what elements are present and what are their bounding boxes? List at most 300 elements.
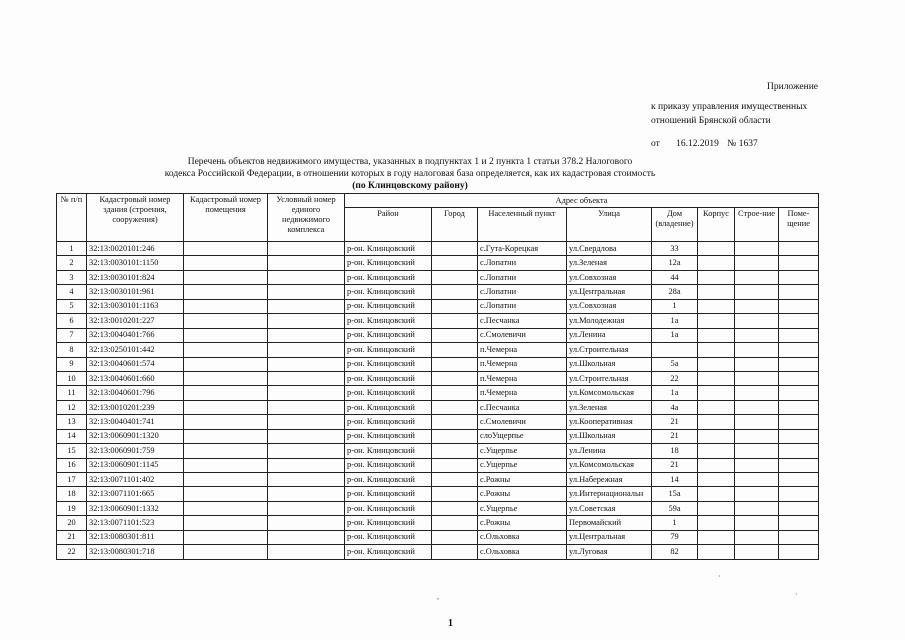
cell-district: р-он. Клинцовский xyxy=(345,285,432,299)
cell-street: ул.Комсомольская xyxy=(567,458,652,472)
cell-complex-number xyxy=(268,415,345,429)
cell-street: ул.Зеленая xyxy=(567,256,652,270)
cell-pomeshchenie xyxy=(779,429,819,443)
cell-complex-number xyxy=(268,386,345,400)
cell-complex-number xyxy=(268,400,345,414)
table-row xyxy=(57,299,819,313)
cell-house: 18 xyxy=(652,444,698,458)
cell-street: ул.Школьная xyxy=(567,429,652,443)
cell-pomeshchenie xyxy=(779,530,819,544)
cell-premises-cad xyxy=(184,473,268,487)
cell-premises-cad xyxy=(184,371,268,385)
header-locality: Населенный пункт xyxy=(478,208,567,242)
cell-locality: с.Гута-Корецкая xyxy=(478,242,567,256)
table-row xyxy=(57,371,819,385)
cell-house: 5а xyxy=(652,357,698,371)
cell-number: 20 xyxy=(57,516,87,530)
cell-complex-number xyxy=(268,429,345,443)
cell-district: р-он. Клинцовский xyxy=(345,516,432,530)
cell-korpus xyxy=(698,473,735,487)
cell-number: 2 xyxy=(57,256,87,270)
cell-korpus xyxy=(698,242,735,256)
date-prefix: от xyxy=(651,139,660,149)
table-row xyxy=(57,357,819,371)
header-address: Адрес объекта xyxy=(345,194,819,208)
cell-locality: с.Песчанка xyxy=(478,314,567,328)
cell-premises-cad xyxy=(184,386,268,400)
cell-district: р-он. Клинцовский xyxy=(345,314,432,328)
cell-premises-cad xyxy=(184,545,268,559)
cell-city xyxy=(432,429,478,443)
cell-pomeshchenie xyxy=(779,473,819,487)
cell-premises-cad xyxy=(184,314,268,328)
header-stroenie: Строе-ние xyxy=(735,208,779,242)
cell-complex-number xyxy=(268,487,345,501)
table-row xyxy=(57,516,819,530)
cell-city xyxy=(432,415,478,429)
cell-premises-cad xyxy=(184,270,268,284)
cell-city xyxy=(432,473,478,487)
scan-mark: · xyxy=(795,590,798,599)
cell-stroenie xyxy=(735,429,779,443)
cell-premises-cad xyxy=(184,357,268,371)
cell-premises-cad xyxy=(184,328,268,342)
cell-street: ул.Зеленая xyxy=(567,400,652,414)
cell-building-cad: 32:13:0060901:759 xyxy=(87,444,184,458)
cell-number: 22 xyxy=(57,545,87,559)
cell-pomeshchenie xyxy=(779,270,819,284)
cell-number: 16 xyxy=(57,458,87,472)
page-number: 1 xyxy=(448,618,453,629)
table-row xyxy=(57,242,819,256)
cell-street: ул.Совхозная xyxy=(567,299,652,313)
order-date: 16.12.2019 xyxy=(676,139,719,149)
cell-building-cad: 32:13:0080301:718 xyxy=(87,545,184,559)
cell-building-cad: 32:13:0040401:741 xyxy=(87,415,184,429)
cell-pomeshchenie xyxy=(779,285,819,299)
cell-city xyxy=(432,487,478,501)
cell-building-cad: 32:13:0040601:660 xyxy=(87,371,184,385)
cell-district: р-он. Клинцовский xyxy=(345,530,432,544)
table-row xyxy=(57,328,819,342)
cell-locality: с.Смолевичи xyxy=(478,415,567,429)
cell-locality: с.Песчанка xyxy=(478,400,567,414)
cell-number: 9 xyxy=(57,357,87,371)
cell-house: 21 xyxy=(652,429,698,443)
cell-korpus xyxy=(698,545,735,559)
cell-number: 14 xyxy=(57,429,87,443)
cell-house: 1а xyxy=(652,314,698,328)
header-num: № п/п xyxy=(57,194,87,242)
cell-city xyxy=(432,343,478,357)
cell-house: 22 xyxy=(652,371,698,385)
cell-number: 18 xyxy=(57,487,87,501)
cell-house: 12а xyxy=(652,256,698,270)
cell-stroenie xyxy=(735,530,779,544)
cell-korpus xyxy=(698,530,735,544)
cell-district: р-он. Клинцовский xyxy=(345,299,432,313)
cell-building-cad: 32:13:0010201:239 xyxy=(87,400,184,414)
cell-stroenie xyxy=(735,328,779,342)
cell-number: 11 xyxy=(57,386,87,400)
table-row xyxy=(57,530,819,544)
cell-locality: с.Рожны xyxy=(478,473,567,487)
cell-korpus xyxy=(698,444,735,458)
cell-street: ул.Интернациональн xyxy=(567,487,652,501)
cell-complex-number xyxy=(268,343,345,357)
cell-korpus xyxy=(698,501,735,515)
cell-number: 15 xyxy=(57,444,87,458)
table-row xyxy=(57,545,819,559)
cell-city xyxy=(432,270,478,284)
cell-street: ул.Луговая xyxy=(567,545,652,559)
cell-pomeshchenie xyxy=(779,328,819,342)
cell-locality: с.Лопатни xyxy=(478,256,567,270)
cell-city xyxy=(432,357,478,371)
cell-building-cad: 32:13:0030101:824 xyxy=(87,270,184,284)
cell-house: 28а xyxy=(652,285,698,299)
cell-korpus xyxy=(698,256,735,270)
cell-street: ул.Свердлова xyxy=(567,242,652,256)
cell-korpus xyxy=(698,371,735,385)
cell-house: 1 xyxy=(652,299,698,313)
cell-stroenie xyxy=(735,343,779,357)
cell-locality: с.Ущерпье xyxy=(478,458,567,472)
cell-korpus xyxy=(698,429,735,443)
header-street: Улица xyxy=(567,208,652,242)
table-row xyxy=(57,270,819,284)
cell-korpus xyxy=(698,386,735,400)
cell-complex-number xyxy=(268,501,345,515)
cell-number: 1 xyxy=(57,242,87,256)
cell-city xyxy=(432,386,478,400)
cell-premises-cad xyxy=(184,429,268,443)
cell-house: 21 xyxy=(652,458,698,472)
cell-building-cad: 32:13:0020101:246 xyxy=(87,242,184,256)
cell-premises-cad xyxy=(184,487,268,501)
cell-pomeshchenie xyxy=(779,545,819,559)
cell-complex-number xyxy=(268,270,345,284)
cell-street: ул.Ленина xyxy=(567,444,652,458)
cell-number: 12 xyxy=(57,400,87,414)
cell-complex-number xyxy=(268,545,345,559)
cell-number: 5 xyxy=(57,299,87,313)
cell-district: р-он. Клинцовский xyxy=(345,473,432,487)
table-row xyxy=(57,458,819,472)
table-row xyxy=(57,386,819,400)
cell-district: р-он. Клинцовский xyxy=(345,429,432,443)
cell-number: 8 xyxy=(57,343,87,357)
cell-district: р-он. Клинцовский xyxy=(345,256,432,270)
cell-house: 79 xyxy=(652,530,698,544)
cell-number: 7 xyxy=(57,328,87,342)
cell-stroenie xyxy=(735,444,779,458)
scan-mark: , xyxy=(437,592,439,601)
cell-building-cad: 32:13:0071101:523 xyxy=(87,516,184,530)
cell-complex-number xyxy=(268,473,345,487)
cell-stroenie xyxy=(735,415,779,429)
cell-city xyxy=(432,458,478,472)
cell-korpus xyxy=(698,357,735,371)
cell-pomeshchenie xyxy=(779,343,819,357)
cell-house xyxy=(652,343,698,357)
cell-district: р-он. Клинцовский xyxy=(345,415,432,429)
cell-pomeshchenie xyxy=(779,415,819,429)
cell-premises-cad xyxy=(184,242,268,256)
cell-korpus xyxy=(698,516,735,530)
header-district: Район xyxy=(345,208,432,242)
cell-stroenie xyxy=(735,357,779,371)
order-reference-line1: к приказу управления имущественных xyxy=(651,102,808,112)
cell-city xyxy=(432,444,478,458)
cell-district: р-он. Клинцовский xyxy=(345,444,432,458)
cell-premises-cad xyxy=(184,530,268,544)
cell-number: 21 xyxy=(57,530,87,544)
order-number: № 1637 xyxy=(727,139,758,149)
cell-locality: п.Чемерна xyxy=(478,343,567,357)
cell-district: р-он. Клинцовский xyxy=(345,357,432,371)
cell-pomeshchenie xyxy=(779,487,819,501)
cell-building-cad: 32:13:0030101:1163 xyxy=(87,299,184,313)
cell-complex-number xyxy=(268,530,345,544)
cell-locality: с.Смолевичи xyxy=(478,328,567,342)
cell-locality: с.Лопатни xyxy=(478,285,567,299)
scan-mark: · xyxy=(718,572,721,581)
cell-locality: с.Ольховка xyxy=(478,545,567,559)
caption-line1: Перечень объектов недвижимого имущества, указанных в подпунктах 1 и 2 пункта 1 статьи 378.2 Налогового xyxy=(187,157,633,167)
cell-building-cad: 32:13:0010201:227 xyxy=(87,314,184,328)
cell-building-cad: 32:13:0030101:1150 xyxy=(87,256,184,270)
order-reference-line2: отношений Брянской области xyxy=(651,116,771,126)
cell-locality: п.Чемерна xyxy=(478,386,567,400)
cell-pomeshchenie xyxy=(779,314,819,328)
cell-district: р-он. Клинцовский xyxy=(345,458,432,472)
cell-premises-cad xyxy=(184,343,268,357)
cell-building-cad: 32:13:0080301:811 xyxy=(87,530,184,544)
cell-locality: п.Чемерна xyxy=(478,371,567,385)
cell-number: 19 xyxy=(57,501,87,515)
cell-building-cad: 32:13:0040401:766 xyxy=(87,328,184,342)
cell-premises-cad xyxy=(184,400,268,414)
cell-house: 82 xyxy=(652,545,698,559)
cell-street: ул.Молодежная xyxy=(567,314,652,328)
cell-district: р-он. Клинцовский xyxy=(345,242,432,256)
cell-complex-number xyxy=(268,458,345,472)
cell-building-cad: 32:13:0250101:442 xyxy=(87,343,184,357)
cell-city xyxy=(432,285,478,299)
cell-district: р-он. Клинцовский xyxy=(345,343,432,357)
cell-stroenie xyxy=(735,545,779,559)
cell-pomeshchenie xyxy=(779,242,819,256)
cell-house: 21 xyxy=(652,415,698,429)
cell-city xyxy=(432,545,478,559)
cell-house: 14 xyxy=(652,473,698,487)
cell-building-cad: 32:13:0071101:665 xyxy=(87,487,184,501)
cell-stroenie xyxy=(735,242,779,256)
cell-korpus xyxy=(698,487,735,501)
cell-number: 3 xyxy=(57,270,87,284)
cell-city xyxy=(432,400,478,414)
cell-korpus xyxy=(698,400,735,414)
cell-street: ул.Строительная xyxy=(567,371,652,385)
cell-korpus xyxy=(698,299,735,313)
cell-city xyxy=(432,516,478,530)
cell-stroenie xyxy=(735,314,779,328)
cell-street: ул.Центральная xyxy=(567,285,652,299)
cell-building-cad: 32:13:0030101:961 xyxy=(87,285,184,299)
cell-number: 17 xyxy=(57,473,87,487)
cell-locality: п.Чемерна xyxy=(478,357,567,371)
cell-stroenie xyxy=(735,285,779,299)
cell-number: 10 xyxy=(57,371,87,385)
cell-city xyxy=(432,256,478,270)
cell-pomeshchenie xyxy=(779,386,819,400)
cell-city xyxy=(432,314,478,328)
cell-pomeshchenie xyxy=(779,256,819,270)
cell-locality: с.Ольховка xyxy=(478,530,567,544)
cell-district: р-он. Клинцовский xyxy=(345,487,432,501)
cell-premises-cad xyxy=(184,444,268,458)
header-city: Город xyxy=(432,208,478,242)
table-row xyxy=(57,415,819,429)
table-row xyxy=(57,473,819,487)
cell-house: 1а xyxy=(652,328,698,342)
caption-district: (по Клинцовскому району) xyxy=(352,181,468,191)
header-building-cad: Кадастровый номер здания (строения, сооружения) xyxy=(87,194,184,242)
table-row xyxy=(57,256,819,270)
cell-korpus xyxy=(698,270,735,284)
cell-pomeshchenie xyxy=(779,357,819,371)
cell-pomeshchenie xyxy=(779,371,819,385)
cell-district: р-он. Клинцовский xyxy=(345,270,432,284)
cell-stroenie xyxy=(735,458,779,472)
cell-building-cad: 32:13:0071101:402 xyxy=(87,473,184,487)
order-date-line xyxy=(651,137,758,151)
cell-complex-number xyxy=(268,328,345,342)
cell-stroenie xyxy=(735,256,779,270)
cell-premises-cad xyxy=(184,285,268,299)
cell-stroenie xyxy=(735,299,779,313)
cell-street: ул.Комсомольская xyxy=(567,386,652,400)
appendix-title: Приложение xyxy=(767,82,818,92)
cell-complex-number xyxy=(268,285,345,299)
cell-house: 59а xyxy=(652,501,698,515)
header-house: Дом (владение) xyxy=(652,208,698,242)
cell-premises-cad xyxy=(184,458,268,472)
cell-number: 4 xyxy=(57,285,87,299)
cell-premises-cad xyxy=(184,501,268,515)
cell-pomeshchenie xyxy=(779,458,819,472)
cell-street: ул.Набережная xyxy=(567,473,652,487)
table-row xyxy=(57,429,819,443)
cell-complex-number xyxy=(268,314,345,328)
cell-premises-cad xyxy=(184,516,268,530)
cell-stroenie xyxy=(735,473,779,487)
header-complex-number: Условный номер единого недвижимого комплекса xyxy=(268,194,345,242)
cell-pomeshchenie xyxy=(779,444,819,458)
caption-line2: кодекса Российской Федерации, в отношении которых в году налоговая база определяется, как их кадастровая стоимость xyxy=(164,169,656,179)
cell-city xyxy=(432,371,478,385)
cell-city xyxy=(432,299,478,313)
cell-pomeshchenie xyxy=(779,501,819,515)
cell-pomeshchenie xyxy=(779,516,819,530)
cell-complex-number xyxy=(268,444,345,458)
cell-district: р-он. Клинцовский xyxy=(345,386,432,400)
cell-house: 4а xyxy=(652,400,698,414)
cell-complex-number xyxy=(268,516,345,530)
cell-locality: слоУщерпье xyxy=(478,429,567,443)
cell-premises-cad xyxy=(184,256,268,270)
cell-pomeshchenie xyxy=(779,299,819,313)
cell-building-cad: 32:13:0060901:1320 xyxy=(87,429,184,443)
table-row xyxy=(57,501,819,515)
cell-street: ул.Центральная xyxy=(567,530,652,544)
cell-stroenie xyxy=(735,400,779,414)
cell-stroenie xyxy=(735,386,779,400)
cell-street: ул.Строительная xyxy=(567,343,652,357)
cell-korpus xyxy=(698,328,735,342)
table-row xyxy=(57,487,819,501)
cell-street: ул.Совхозная xyxy=(567,270,652,284)
cell-complex-number xyxy=(268,299,345,313)
cell-house: 44 xyxy=(652,270,698,284)
header-pomeshchenie: Поме-щение xyxy=(779,208,819,242)
cell-city xyxy=(432,530,478,544)
cell-stroenie xyxy=(735,501,779,515)
cell-premises-cad xyxy=(184,299,268,313)
cell-street: Первомайский xyxy=(567,516,652,530)
cell-locality: с.Лопатни xyxy=(478,270,567,284)
cell-district: р-он. Клинцовский xyxy=(345,371,432,385)
cell-city xyxy=(432,328,478,342)
cell-building-cad: 32:13:0060901:1332 xyxy=(87,501,184,515)
cell-stroenie xyxy=(735,270,779,284)
cell-stroenie xyxy=(735,487,779,501)
cell-number: 6 xyxy=(57,314,87,328)
cell-locality: с.Ущерпье xyxy=(478,444,567,458)
cell-house: 15а xyxy=(652,487,698,501)
cell-korpus xyxy=(698,314,735,328)
cell-number: 13 xyxy=(57,415,87,429)
cell-district: р-он. Клинцовский xyxy=(345,501,432,515)
cell-city xyxy=(432,242,478,256)
cell-city xyxy=(432,501,478,515)
cell-street: ул.Кооперативная xyxy=(567,415,652,429)
cell-district: р-он. Клинцовский xyxy=(345,545,432,559)
property-table xyxy=(56,193,819,560)
cell-complex-number xyxy=(268,256,345,270)
cell-locality: с.Ущерпье xyxy=(478,501,567,515)
header-korpus: Корпус xyxy=(698,208,735,242)
cell-district: р-он. Клинцовский xyxy=(345,328,432,342)
cell-street: ул.Советская xyxy=(567,501,652,515)
cell-locality: с.Рожны xyxy=(478,487,567,501)
table-row xyxy=(57,285,819,299)
cell-premises-cad xyxy=(184,415,268,429)
cell-stroenie xyxy=(735,371,779,385)
table-row xyxy=(57,314,819,328)
table-row xyxy=(57,343,819,357)
cell-korpus xyxy=(698,458,735,472)
header-premises-cad: Кадастровый номер помещения xyxy=(184,194,268,242)
cell-locality: с.Рожны xyxy=(478,516,567,530)
cell-building-cad: 32:13:0060901:1145 xyxy=(87,458,184,472)
cell-locality: с.Лопатни xyxy=(478,299,567,313)
cell-house: 1 xyxy=(652,516,698,530)
cell-korpus xyxy=(698,285,735,299)
cell-korpus xyxy=(698,415,735,429)
table-row xyxy=(57,444,819,458)
